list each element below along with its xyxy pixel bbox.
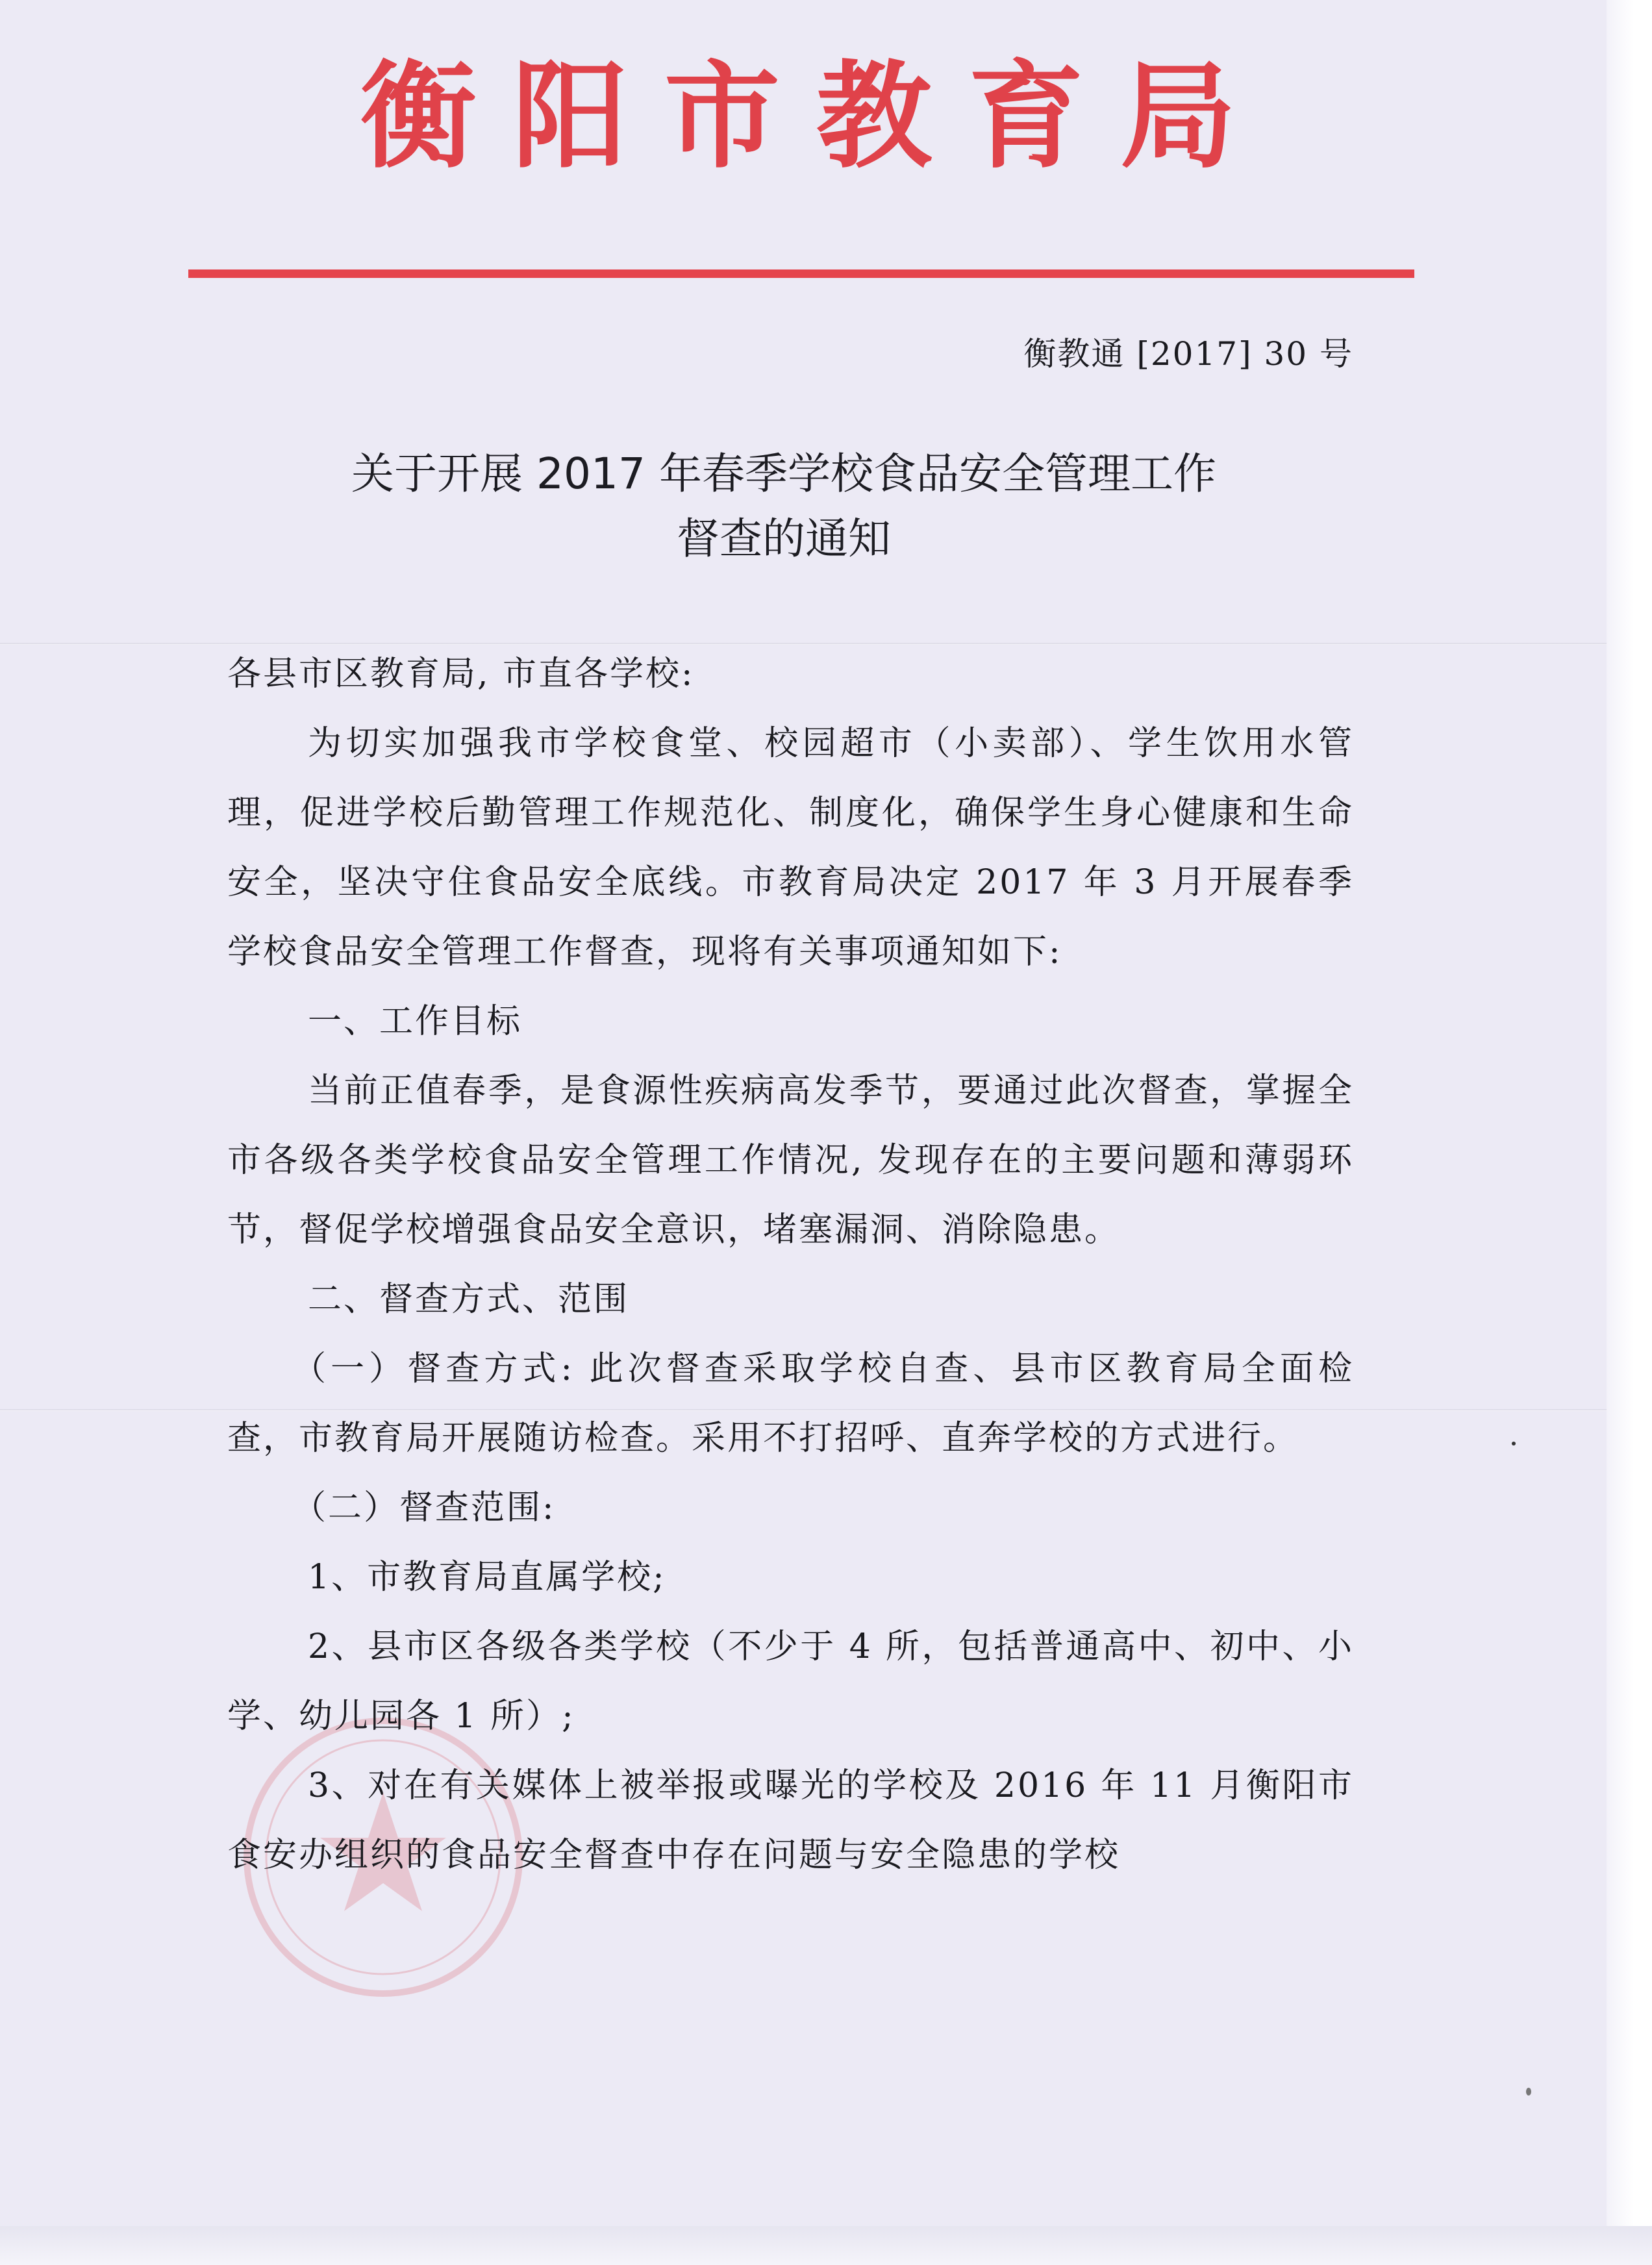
- document-number: 衡教通 [2017] 30 号: [1023, 335, 1353, 373]
- method-paragraph: （一）督查方式: 此次督查采取学校自查、县市区教育局全面检查，市教育局开展随访检查。采用不打招呼、直奔学校的方式进行。: [227, 1349, 1354, 1458]
- scan-speck: [1526, 2088, 1531, 2096]
- intro-paragraph: 为切实加强我市学校食堂、校园超市（小卖部）、学生饮用水管理，促进学校后勤管理工作规范化、制度化，确保学生身心健康和生命安全，坚决守住食品安全底线。市教育局决定 2017 年 3 月开展春季学校食品安全管理工作督查，现将有关事项通知如下:: [227, 724, 1354, 971]
- document-body: [227, 640, 1354, 1890]
- letterhead-red-rule: [188, 269, 1414, 278]
- section-heading: 二、督查方式、范围: [308, 1280, 630, 1319]
- title-line-2: 督查的通知: [677, 514, 891, 564]
- scan-speck: [1512, 1442, 1516, 1445]
- scope-item: 2、县市区各级各类学校（不少于 4 所，包括普通高中、初中、小学、幼儿园各 1 所）;: [227, 1627, 1354, 1736]
- title-line-1: 关于开展 2017 年春季学校食品安全管理工作: [351, 449, 1216, 499]
- document-title: [0, 442, 1607, 571]
- section-paragraph: 当前正值春季，是食源性疾病高发季节，要通过此次督查，掌握全市各级各类学校食品安全管理工作情况, 发现存在的主要问题和薄弱环节，督促学校增强食品安全意识，堵塞漏洞、消除隐患。: [227, 1071, 1354, 1249]
- scope-item: 3、对在有关媒体上被举报或曝光的学校及 2016 年 11 月衡阳市食安办组织的食品安全督查中存在问题与安全隐患的学校: [227, 1766, 1354, 1875]
- letterhead-title: 衡阳市教育局: [360, 49, 1272, 184]
- page-edge: [1607, 0, 1652, 2265]
- scope-heading: （二）督查范围:: [292, 1488, 556, 1527]
- section-heading: 一、工作目标: [308, 1002, 523, 1041]
- scope-item: 1、市教育局直属学校;: [308, 1558, 666, 1597]
- page-bottom-edge: [0, 2226, 1652, 2265]
- salutation: 各县市区教育局, 市直各学校:: [227, 655, 695, 694]
